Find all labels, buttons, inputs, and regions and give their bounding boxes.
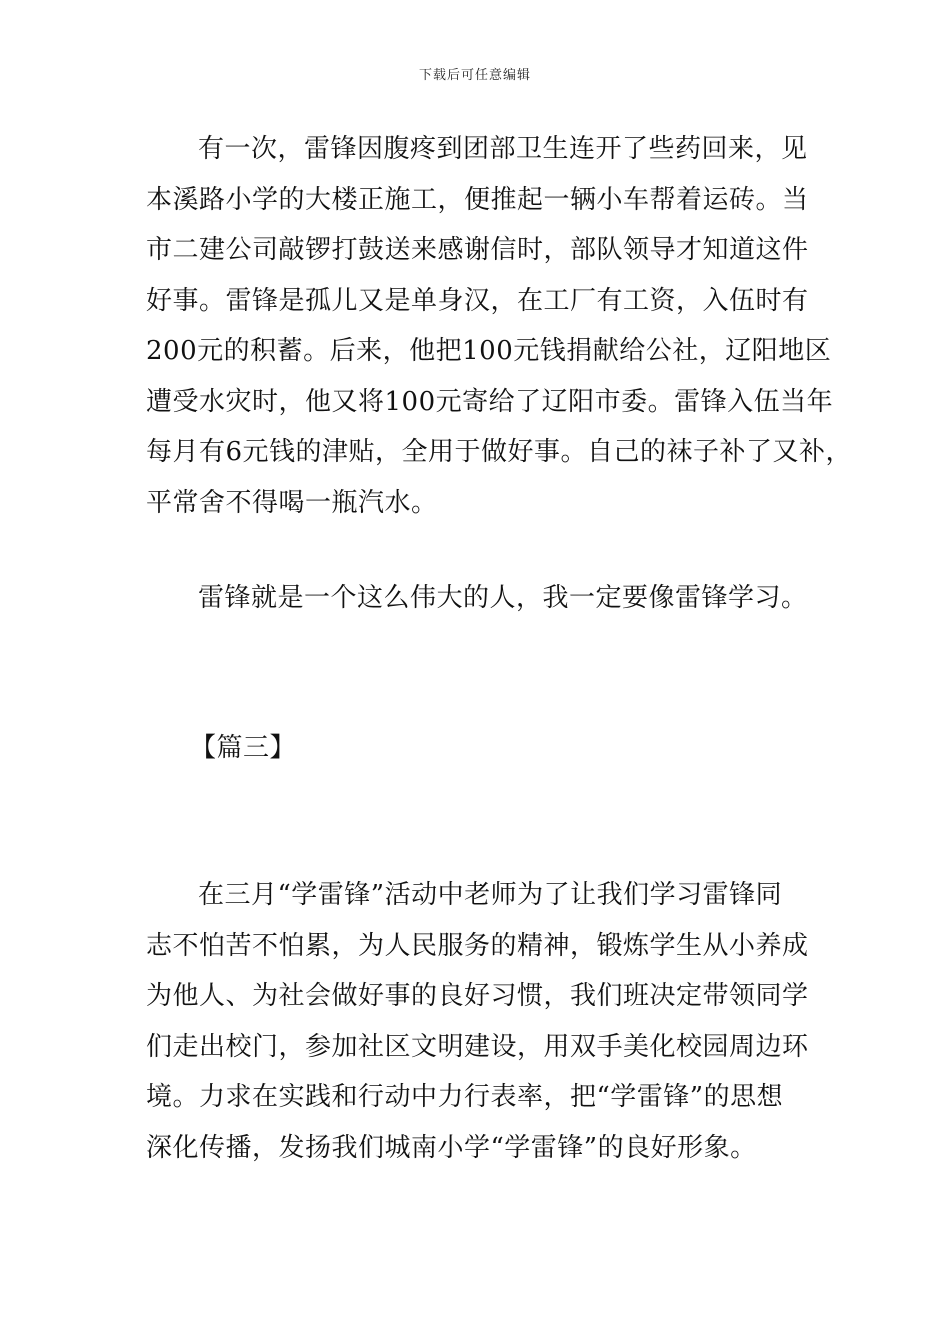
paragraph-line: 境。力求在实践和行动中力行表率，把“学雷锋”的思想 bbox=[146, 1082, 784, 1112]
paragraph-line: 200元的积蓄。后来，他把100元钱捐献给公社，辽阳地区 bbox=[146, 336, 832, 366]
paragraph-line: 本溪路小学的大楼正施工，便推起一辆小车帮着运砖。当 bbox=[146, 184, 809, 215]
paragraph-line: 为他人、为社会做好事的良好习惯，我们班决定带领同学 bbox=[146, 981, 809, 1011]
page-header: 下载后可任意编辑 bbox=[418, 68, 531, 83]
paragraph-line: 市二建公司敲锣打鼓送来感谢信时，部队领导才知道这件 bbox=[146, 235, 809, 265]
paragraph-line: 深化传播，发扬我们城南小学“学雷锋”的良好形象。 bbox=[146, 1132, 757, 1163]
paragraph-leifeng-deeds bbox=[146, 124, 853, 528]
paragraph-line: 志不怕苦不怕累，为人民服务的精神，锻炼学生从小养成 bbox=[146, 930, 809, 961]
section-heading: 【篇三】 bbox=[190, 733, 297, 763]
paragraph-line: 好事。雷锋是孤儿又是单身汉，在工厂有工资，入伍时有 bbox=[146, 285, 809, 316]
paragraph-conclusion: 雷锋就是一个这么伟大的人，我一定要像雷锋学习。 bbox=[198, 583, 808, 613]
paragraph-line: 遭受水灾时，他又将100元寄给了辽阳市委。雷锋入伍当年 bbox=[146, 386, 834, 417]
paragraph-line: 平常舍不得喝一瓶汽水。 bbox=[146, 487, 438, 518]
paragraph-line: 有一次，雷锋因腹疼到团部卫生连开了些药回来，见 bbox=[198, 134, 808, 164]
paragraph-line: 每月有6元钱的津贴，全用于做好事。自己的袜子补了又补， bbox=[146, 437, 853, 467]
paragraph-line: 在三月“学雷锋”活动中老师为了让我们学习雷锋同 bbox=[198, 880, 783, 910]
paragraph-line: 们走出校门，参加社区文明建设，用双手美化校园周边环 bbox=[146, 1031, 809, 1062]
paragraph-activity bbox=[146, 870, 816, 1173]
